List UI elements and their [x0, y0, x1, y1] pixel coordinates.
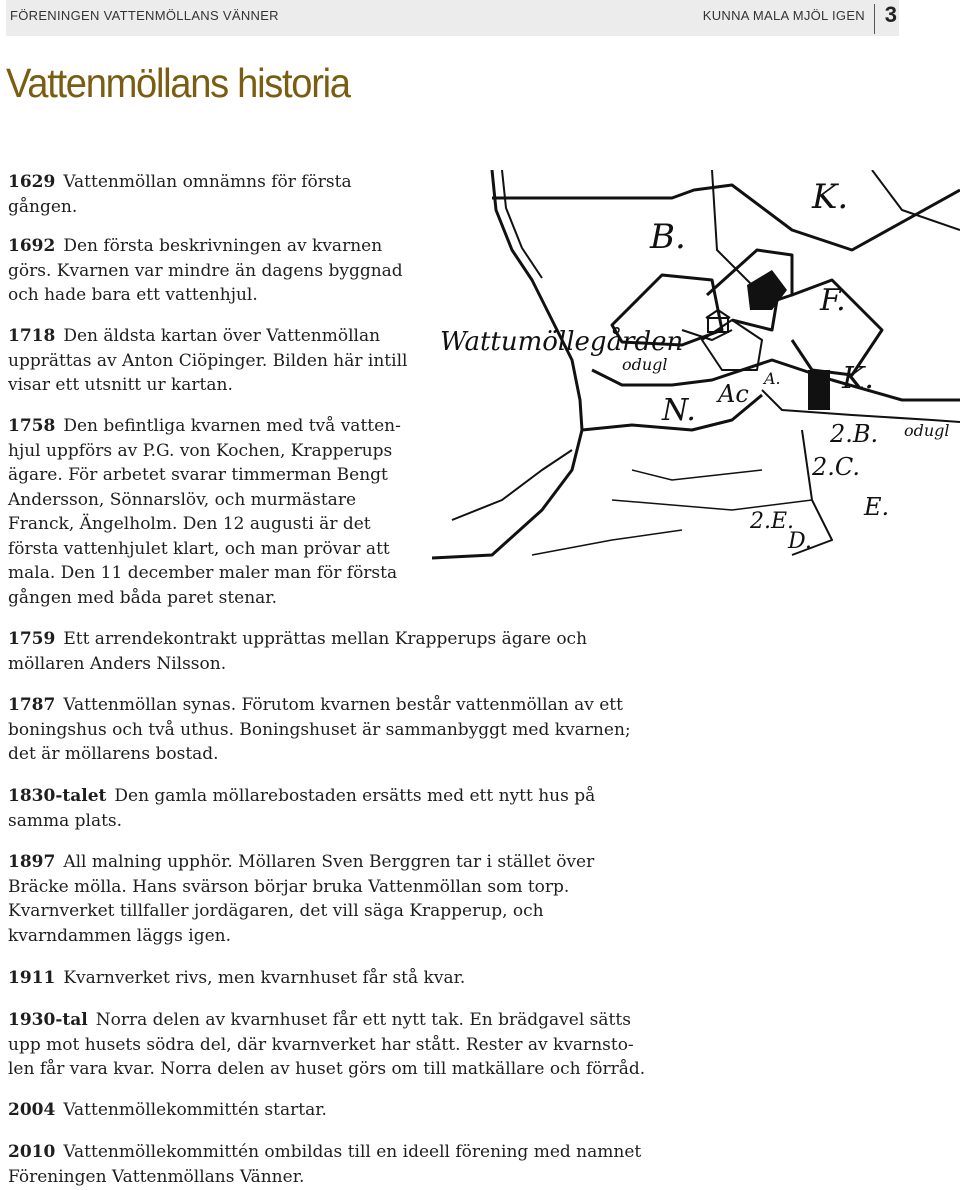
timeline-entry-1759 — [8, 627, 648, 676]
svg-text:2.B.: 2.B. — [830, 420, 879, 448]
entry-year: 2004 — [8, 1100, 56, 1120]
entry-year: 1758 — [8, 416, 56, 436]
timeline-entry-2004 — [8, 1098, 648, 1123]
entry-year: 1787 — [8, 695, 56, 715]
timeline-entry-1629 — [8, 170, 418, 219]
svg-text:2.C.: 2.C. — [812, 453, 861, 481]
svg-text:Ac: Ac — [718, 380, 749, 408]
entry-text: Den äldsta kartan över Vattenmöllan upprättas av Anton Ciöpinger. Bilden här intill visar ett utsnitt ur kartan. — [8, 326, 408, 395]
entry-year: 1911 — [8, 968, 56, 988]
entry-year: 1692 — [8, 236, 56, 256]
svg-text:odugl: odugl — [622, 355, 668, 374]
svg-text:2.E.: 2.E. — [750, 509, 795, 534]
historical-map-image — [432, 170, 960, 560]
svg-text:Wattumöllegården: Wattumöllegården — [440, 327, 684, 357]
entry-text: Ett arrendekontrakt upprättas mellan Krapperups ägare och möllaren Anders Nilsson. — [8, 629, 588, 674]
svg-text:A.: A. — [764, 369, 781, 388]
svg-text:K.: K. — [842, 361, 874, 396]
svg-text:K.: K. — [812, 177, 849, 217]
timeline-entry-1911 — [8, 966, 648, 991]
svg-text:E.: E. — [864, 493, 890, 521]
entry-text: Vattenmöllan omnämns för första gången. — [8, 172, 352, 217]
entry-text: Kvarnverket rivs, men kvarnhuset får stå kvar. — [63, 968, 466, 988]
entry-text: Den gamla möllarebostaden ersätts med ett nytt hus på samma plats. — [8, 786, 596, 831]
page-title: Vattenmöllans historia — [6, 60, 350, 106]
timeline-entry-1758 — [8, 414, 426, 610]
svg-text:N.: N. — [662, 393, 696, 428]
svg-text:odugl: odugl — [904, 421, 950, 440]
entry-year: 1718 — [8, 326, 56, 346]
entry-text: All malning upphör. Möllaren Sven Berggren tar i stället över Bräcke mölla. Hans svärson börjar bruka Vattenmöllan som torp. Kvarnverket tillfaller jordägaren, det vill säga Krapperup, och kvarndammen läggs igen. — [8, 852, 595, 946]
page-header — [6, 0, 899, 36]
svg-text:F.: F. — [820, 283, 846, 318]
entry-year: 1759 — [8, 629, 56, 649]
entry-text: Vattenmöllekommittén startar. — [63, 1100, 327, 1120]
header-divider — [874, 4, 875, 34]
timeline-entry-1787 — [8, 693, 648, 767]
entry-text: Vattenmöllekommittén ombildas till en ideell förening med namnet Föreningen Vattenmöllans Vänner. — [8, 1142, 642, 1187]
timeline-entry-1830 — [8, 784, 648, 833]
entry-year: 1930-tal — [8, 1010, 88, 1030]
entry-year: 1830-talet — [8, 786, 107, 806]
entry-year: 2010 — [8, 1142, 56, 1162]
entry-text: Den första beskrivningen av kvarnen görs. Kvarnen var mindre än dagens byggnad och hade bara ett vattenhjul. — [8, 236, 403, 305]
entry-text: Den befintliga kvarnen med två vatten-hjul uppförs av P.G. von Kochen, Krapperups ägare. För arbetet svarar timmerman Bengt Andersson, Sönnarslöv, och murmästare Franck, Ängelholm. Den 12 augusti är det första vattenhjulet klart, och man prövar att mala. Den 11 december maler man för första gången med båda paret stenar. — [8, 416, 401, 608]
entry-text: Vattenmöllan synas. Förutom kvarnen består vattenmöllan av ett boningshus och två uthus. Boningshuset är sammanbyggt med kvarnen; det är möllarens bostad. — [8, 695, 631, 764]
timeline-entry-1692 — [8, 234, 418, 308]
timeline-entry-2010 — [8, 1140, 648, 1189]
svg-text:B.: B. — [650, 217, 686, 257]
svg-text:D.: D. — [788, 529, 812, 554]
entry-year: 1897 — [8, 852, 56, 872]
header-organization: FÖRENINGEN VATTENMÖLLANS VÄNNER — [10, 8, 279, 23]
map-drawing — [432, 170, 960, 560]
entry-year: 1629 — [8, 172, 56, 192]
timeline-entry-1930 — [8, 1008, 648, 1082]
timeline-entry-1718 — [8, 324, 418, 398]
page-number: 3 — [884, 2, 897, 27]
header-section: KUNNA MALA MJÖL IGEN — [702, 8, 865, 23]
entry-text: Norra delen av kvarnhuset får ett nytt tak. En brädgavel sätts upp mot husets södra del, där kvarnverket har stått. Rester av kvarnsto-len får vara kvar. Norra delen av huset görs om till matkällare och förråd. — [8, 1010, 646, 1079]
timeline-entry-1897 — [8, 850, 608, 948]
